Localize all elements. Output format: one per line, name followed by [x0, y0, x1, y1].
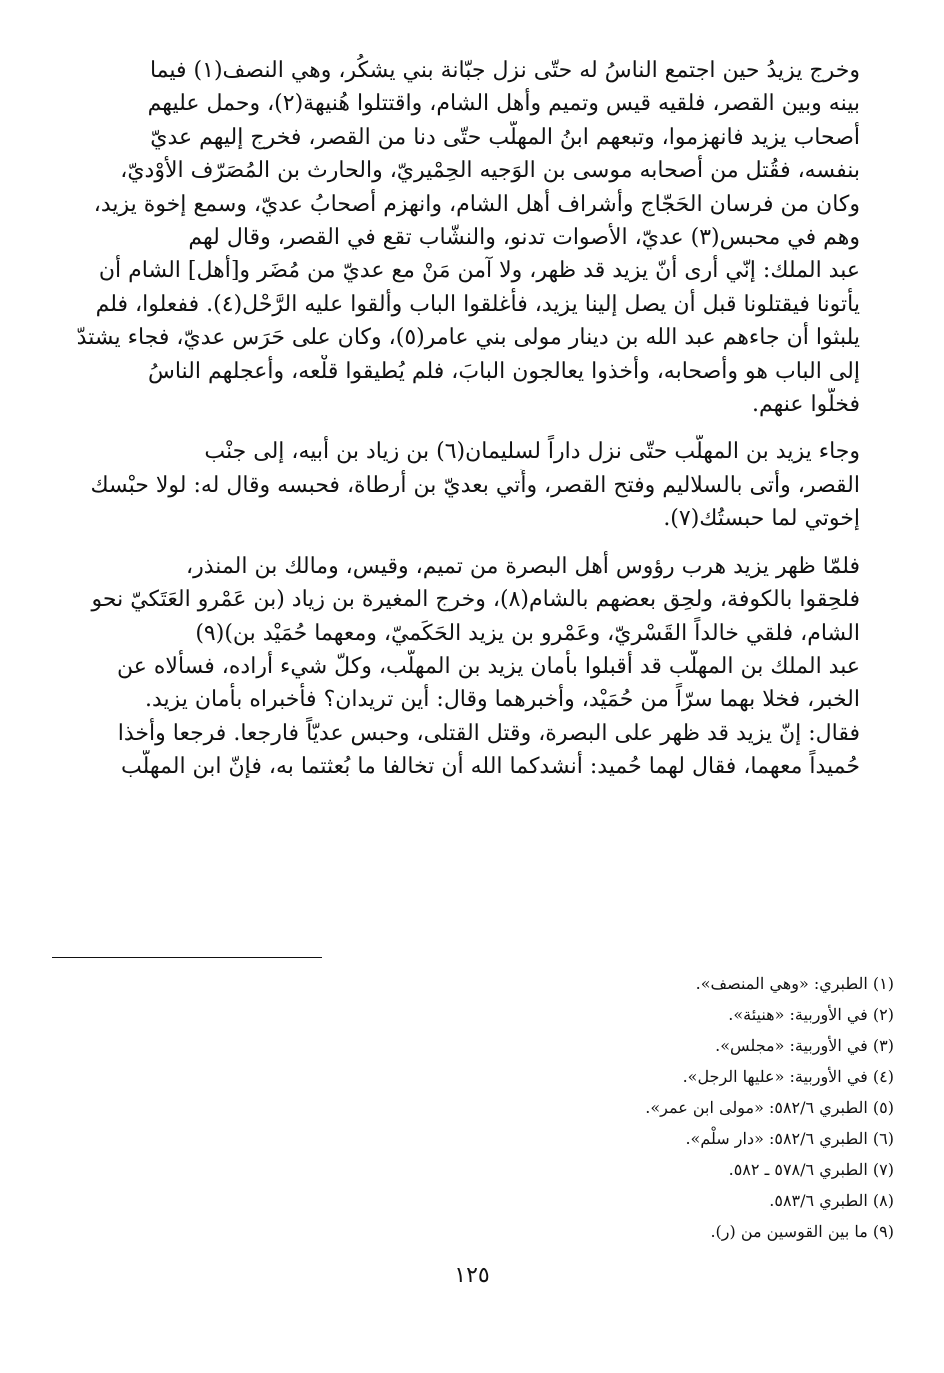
- footnote-separator: [52, 957, 322, 958]
- footnote: (٦) الطبري ٥٨٢/٦: «دار سلْم».: [685, 1129, 894, 1148]
- footnote: (٣) في الأوربية: «مجلس».: [715, 1036, 894, 1055]
- text-line: فلحِقوا بالكوفة، ولحِق بعضهم بالشام(٨)، وخرج المغيرة بن زياد (بن عَمْرو العَتَكيّ نحو: [91, 587, 860, 613]
- text-line: يلبثوا أن جاءهم عبد الله بن دينار مولى بني عامر(٥)، وكان على حَرَس عديّ، فجاء يشتدّ: [76, 325, 860, 351]
- footnote: (٧) الطبري ٥٧٨/٦ ـ ٥٨٢.: [728, 1160, 894, 1179]
- text-line: القصر، وأتى بالسلاليم وفتح القصر، وأُتي بعديّ بن أرطاة، فحبسه وقال له: لولا حبْسك: [90, 472, 860, 498]
- text-line: فخلّوا عنهم.: [751, 392, 860, 418]
- footnote: (٥) الطبري ٥٨٢/٦: «مولى ابن عمر».: [645, 1098, 894, 1117]
- footnote: (٢) في الأوربية: «هنيئة».: [728, 1005, 894, 1024]
- text-line: إخوتي لما حبستُك(٧).: [663, 506, 860, 532]
- footnote: (٩) ما بين القوسين من (ر).: [710, 1222, 894, 1241]
- text-line: وخرج يزيدُ حين اجتمع الناسُ له حتّى نزل جبّانة بني يشكُر، وهي النصف(١) فيما: [149, 58, 860, 83]
- text-line: بينه وبين القصر، فلقيه قيس وتميم وأهل الشام، واقتتلوا هُنيهة(٢)، وحمل عليهم: [147, 91, 860, 117]
- footnote: (١) الطبري: «وهي المنصف».: [695, 974, 894, 993]
- footnote: (٨) الطبري ٥٨٣/٦.: [769, 1191, 894, 1210]
- paragraph-2: [48, 435, 896, 535]
- text-line: بنفسه، فقُتل من أصحابه موسى بن الوَجيه الحِمْيريّ، والحارث بن المُصَرّف الأوْديّ،: [120, 158, 860, 184]
- main-text: [48, 54, 896, 784]
- text-line: أصحاب يزيد فانهزموا، وتبعهم ابنُ المهلّب حتّى دنا من القصر، فخرج إليهم عديّ: [150, 124, 860, 150]
- paragraph-3: [48, 550, 896, 784]
- text-line: حُميداً معهما، فقال لهما حُميد: أنشدكما الله أن تخالفا ما بُعثتما به، فإنّ ابن المهلّب: [121, 754, 860, 780]
- text-line: إلى الباب هو وأصحابه، وأخذوا يعالجون البابَ، فلم يُطيقوا قلْعه، وأعجلهم الناسُ: [147, 358, 860, 384]
- text-line: وهم في محبس(٣) عديّ، الأصوات تدنو، والنشّاب تقع في القصر، وقال لهم: [188, 225, 860, 251]
- text-line: عبد الملك: إنّي أرى أنّ يزيد قد ظهر، ولا آمن مَنْ مع عديّ من مُضَر و[أهل] الشام أن: [98, 258, 860, 284]
- text-line: يأتونا فيقتلونا قبل أن يصل إلينا يزيد، فأغلقوا الباب وألقوا عليه الرَّحْل(٤). ففعلوا، فلم: [95, 291, 860, 317]
- text-line: عبد الملك بن المهلّب قد أقبلوا بأمان يزيد بن المهلّب، وكلّ شيء أراده، فسألاه عن: [117, 653, 860, 679]
- text-line: فلمّا ظهر يزيد هرب رؤوس أهل البصرة من تميم، وقيس، ومالك بن المنذر،: [186, 553, 860, 579]
- text-line: فقال: إنّ يزيد قد ظهر على البصرة، وقتل القتلى، وحبس عديّاً فارجعا. فرجعا وأخذا: [117, 720, 860, 746]
- text-line: وكان من فرسان الحَجّاج وأشراف أهل الشام، وانهزم أصحابُ عديّ، وسمع إخوة يزيد،: [93, 191, 860, 217]
- footnotes: [54, 968, 894, 1247]
- text-line: وجاء يزيد بن المهلّب حتّى نزل داراً لسليمان(٦) بن زياد بن أبيه، إلى جنْب: [204, 439, 860, 465]
- text-line: الخبر، فخلا بهما سرّاً من حُمَيْد، وأخبرهما وقال: أين تريدان؟ فأخبراه بأمان يزيد.: [144, 687, 860, 713]
- footnote: (٤) في الأوربية: «عليها الرجل».: [682, 1067, 894, 1086]
- text-line: الشام، فلقي خالداً القَسْريّ، وعَمْرو بن يزيد الحَكَميّ، ومعهما حُمَيْد بن)(٩): [195, 620, 860, 646]
- page-number: ١٢٥: [454, 1263, 490, 1288]
- paragraph-1: [48, 54, 896, 421]
